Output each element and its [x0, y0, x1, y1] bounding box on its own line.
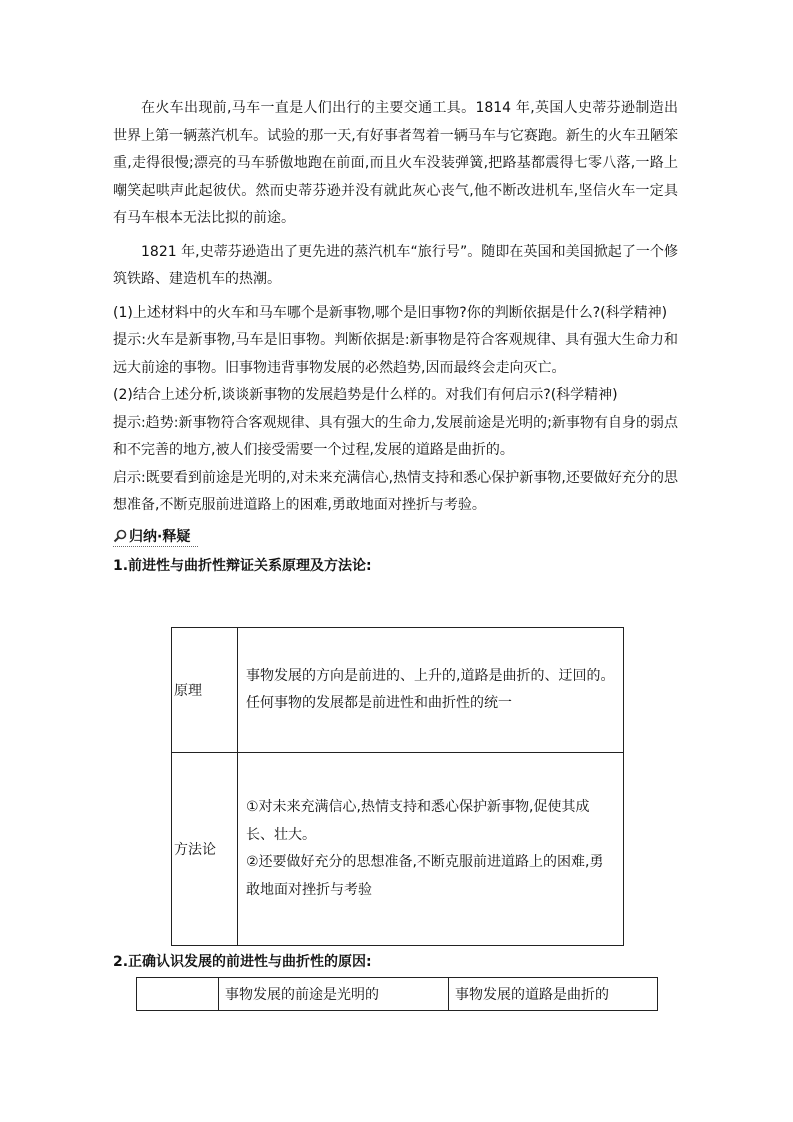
principle-table	[171, 627, 624, 946]
table-row	[172, 628, 624, 753]
principle-line-1: 事物发展的方向是前进的、上升的,道路是曲折的、迂回的。	[246, 667, 615, 684]
answer-2: 提示:趋势:新事物符合客观规律、具有强大的生命力,发展前途是光明的;新事物有自身的弱点和不完善的地方,被人们接受需要一个过程,发展的道路是曲折的。	[113, 414, 678, 458]
magnifier-icon	[113, 529, 127, 543]
reason-cell-bright: 事物发展的前途是光明的	[219, 978, 449, 1011]
row-body-principle	[238, 628, 624, 753]
reason-cell-tortuous: 事物发展的道路是曲折的	[449, 978, 658, 1011]
row-body-methodology	[238, 753, 624, 946]
section2-heading: 2.正确认识发展的前进性与曲折性的原因:	[113, 954, 372, 970]
section-tag	[113, 526, 678, 548]
passage-paragraph-2: 1821 年,史蒂芬逊造出了更先进的蒸汽机车“旅行号”。随即在英国和美国掀起了一个修筑铁路、建造机车的热潮。	[113, 243, 678, 287]
methodology-line-2: ②还要做好充分的思想准备,不断克服前进道路上的困难,勇敢地面对挫折与考验	[246, 854, 604, 898]
reason-cell-empty	[137, 978, 219, 1011]
passage-paragraph-1: 在火车出现前,马车一直是人们出行的主要交通工具。1814 年,英国人史蒂芬逊制造出世界上第一辆蒸汽机车。试验的那一天,有好事者驾着一辆马车与它赛跑。新生的火车丑陋笨重,走得很慢;漂亮的马车骄傲地跑在前面,而且火车没装弹簧,把路基都震得七零八落,一路上嘲笑起哄声此起彼伏。然而史蒂芬逊并没有就此灰心丧气,他不断改进机车,坚信火车一定具有马车根本无法比拟的前途。	[113, 100, 678, 226]
answer-1: 提示:火车是新事物,马车是旧事物。判断依据是:新事物是符合客观规律、具有强大生命力和远大前途的事物。旧事物违背事物发展的必然趋势,因而最终会走向灭亡。	[113, 332, 678, 376]
principle-line-2: 任何事物的发展都是前进性和曲折性的统一	[246, 695, 512, 711]
question-1: (1)上述材料中的火车和马车哪个是新事物,哪个是旧事物?你的判断依据是什么?(科学精神)	[113, 304, 668, 321]
reason-table	[136, 977, 658, 1011]
section-tag-box	[113, 526, 198, 547]
row-label-methodology: 方法论	[172, 753, 238, 946]
methodology-line-1: ①对未来充满信心,热情支持和悉心保护新事物,促使其成长、壮大。	[246, 799, 590, 843]
section-tag-label: 归纳·释疑	[129, 529, 191, 545]
document-body	[113, 95, 678, 1003]
table-row	[137, 978, 658, 1011]
section1-heading: 1.前进性与曲折性辩证关系原理及方法论:	[113, 557, 372, 574]
table-row	[172, 753, 624, 946]
answer-3: 启示:既要看到前途是光明的,对未来充满信心,热情支持和悉心保护新事物,还要做好充分的思想准备,不断克服前进道路上的困难,勇敢地面对挫折与考验。	[113, 469, 678, 513]
row-label-principle: 原理	[172, 628, 238, 753]
question-2: (2)结合上述分析,谈谈新事物的发展趋势是什么样的。对我们有何启示?(科学精神)	[113, 387, 618, 403]
